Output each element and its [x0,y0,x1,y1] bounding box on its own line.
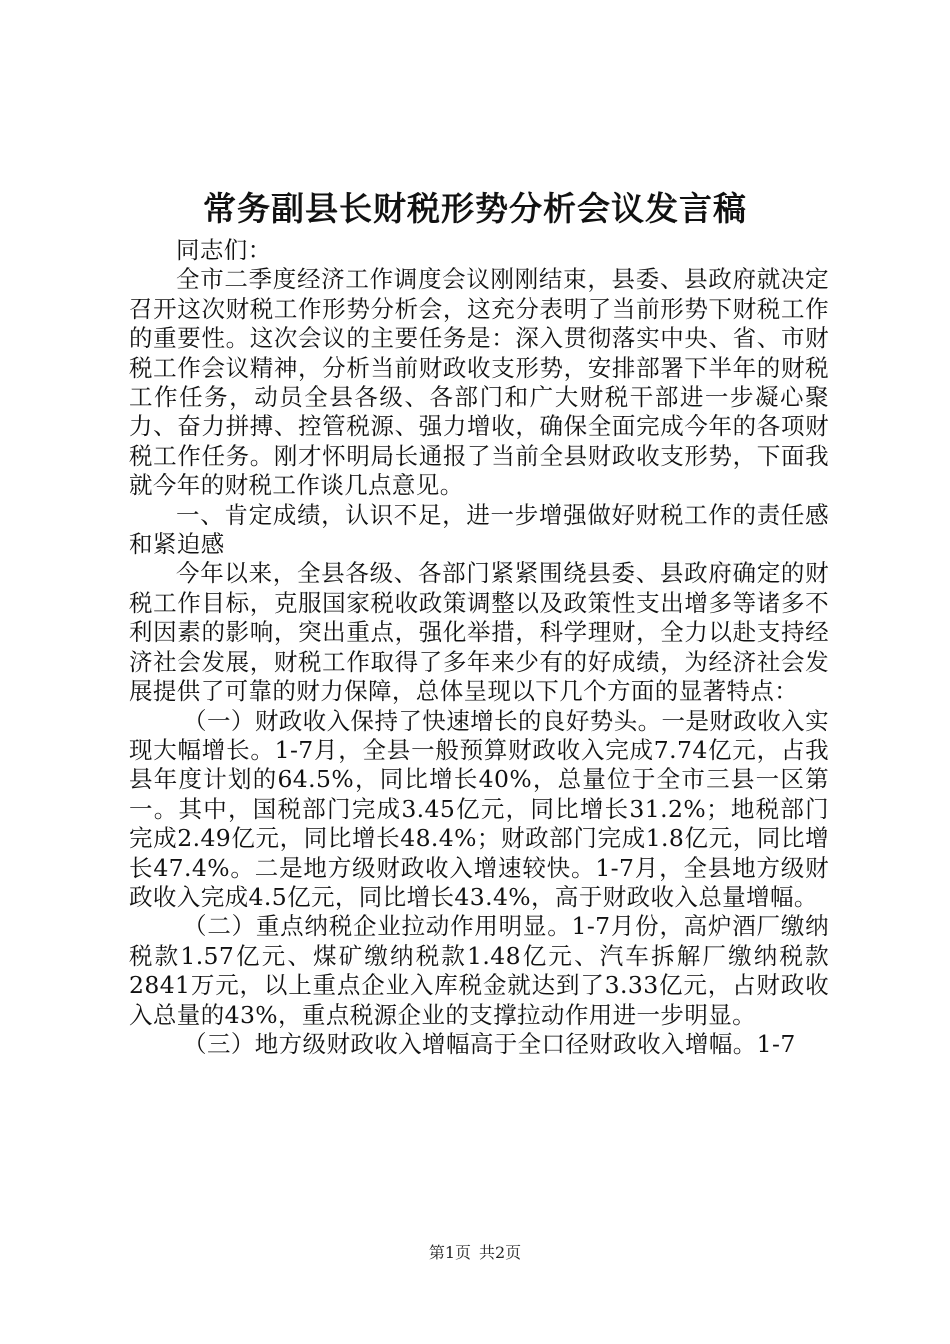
paragraph-item-3: （三）地方级财政收入增幅高于全口径财政收入增幅。1-7 [183,1029,796,1058]
document-body [129,236,829,1059]
document-title: 常务副县长财税形势分析会议发言稿 [203,189,747,228]
paragraph-item-2: （二）重点纳税企业拉动作用明显。1-7月份，高炉酒厂缴纳税款1.57亿元、煤矿缴纳税款1.48亿元、汽车拆解厂缴纳税款2841万元，以上重点企业入库税金就达到了3.33亿元，占财政收入总量的43%，重点税源企业的支撑拉动作用进一步明显。 [129,912,829,1029]
paragraph-achievements: 今年以来，全县各级、各部门紧紧围绕县委、县政府确定的财税工作目标，克服国家税收政策调整以及政策性支出增多等诸多不利因素的影响，突出重点，强化举措，科学理财，全力以赴支持经济社会发展，财税工作取得了多年来少有的好成绩，为经济社会发展提供了可靠的财力保障，总体呈现以下几个方面的显著特点： [129,559,829,706]
page-number: 第1页 [428,1243,471,1262]
page-footer [0,1242,950,1264]
paragraph-intro: 全市二季度经济工作调度会议刚刚结束，县委、县政府就决定召开这次财税工作形势分析会，这充分表明了当前形势下财税工作的重要性。这次会议的主要任务是：深入贯彻落实中央、省、市财税工作会议精神，分析当前财政收支形势，安排部署下半年的财税工作任务，动员全县各级、各部门和广大财税干部进一步凝心聚力、奋力拼搏、控管税源、强力增收，确保全面完成今年的各项财税工作任务。刚才怀明局长通报了当前全县财政收支形势，下面我就今年的财税工作谈几点意见。 [129,265,829,500]
paragraph-item-1: （一）财政收入保持了快速增长的良好势头。一是财政收入实现大幅增长。1-7月，全县一般预算财政收入完成7.74亿元，占我县年度计划的64.5%，同比增长40%，总量位于全市三县一区第一。其中，国税部门完成3.45亿元，同比增长31.2%；地税部门完成2.49亿元，同比增长48.4%；财政部门完成1.8亿元，同比增长47.4%。二是地方级财政收入增速较快。1-7月，全县地方级财政收入完成4.5亿元，同比增长43.4%，高于财政收入总量增幅。 [129,706,829,911]
section-heading: 一、肯定成绩，认识不足，进一步增强做好财税工作的责任感和紧迫感 [129,500,829,559]
salutation: 同志们： [176,236,272,264]
page-total: 共2页 [479,1243,522,1262]
